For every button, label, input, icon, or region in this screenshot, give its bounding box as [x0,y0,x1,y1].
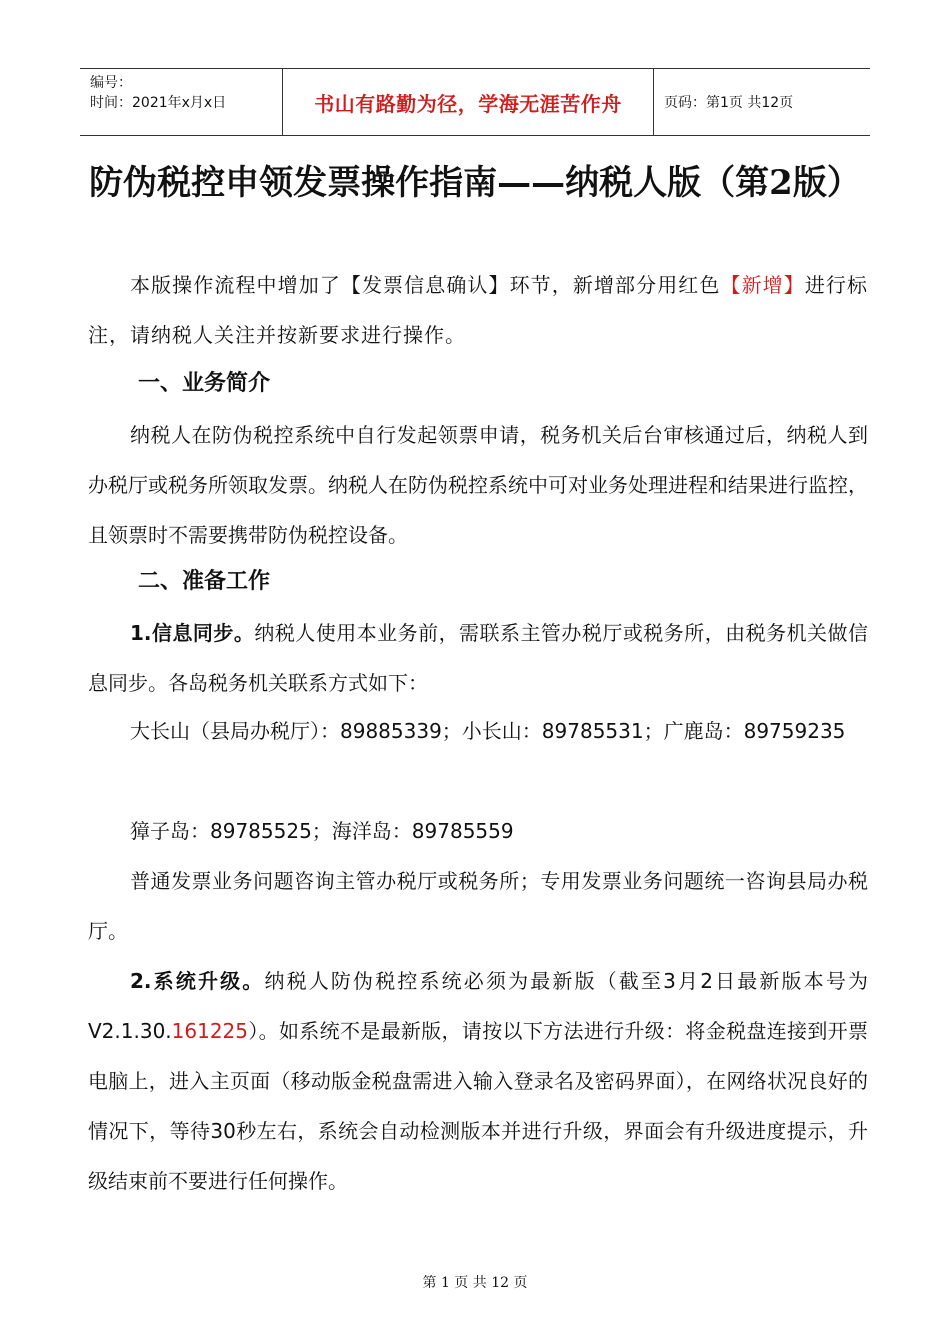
item2-paragraph [88,956,868,1206]
intro-text-2: 进行标注，请纳税人关注并按新要求进行操作。 [88,273,869,347]
item1-paragraph [88,608,868,708]
header-motto: 书山有路勤为径，学海无涯苦作舟 [314,91,622,116]
footer-page-number: 第 1 页 共 12 页 [422,1275,528,1291]
document-title: 防伪税控申领发票操作指南——纳税人版（第2版） [89,163,861,203]
intro-paragraph [88,260,868,360]
item1-text: 纳税人使用本业务前，需联系主管办税厅或税务所，由税务机关做信息同步。各岛税务机关联系方式如下： [88,621,869,695]
doc-time-label: 时间：2021年x月x日 [90,95,227,111]
header-page-info [654,69,870,135]
new-tag: 【新增】 [720,273,805,297]
doc-number-label: 编号： [90,75,132,91]
contacts-paragraph-1: 大长山（县局办税厅）：89885339；小长山：89785531；广鹿岛：89759235 [130,719,846,743]
item2-text-a: 纳税人防伪税控系统必须为最新版（截至3月2日最新版本号为V2.1.30. [88,969,869,1043]
section2-heading: 二、准备工作 [138,569,271,594]
item2-label: 2.系统升级。 [130,969,265,993]
section1-heading: 一、业务简介 [138,371,271,396]
page-header [80,68,870,136]
item1-label: 1.信息同步。 [130,621,255,645]
consult-paragraph: 普通发票业务问题咨询主管办税厅或税务所；专用发票业务问题统一咨询县局办税厅。 [88,869,868,943]
page-footer [0,1272,950,1292]
page-info-text: 页码：第1页 共12页 [664,95,794,111]
contacts-paragraph-2: 獐子岛：89785525；海洋岛：89785559 [130,819,514,843]
header-motto-cell [282,69,654,135]
section1-paragraph: 纳税人在防伪税控系统中自行发起领票申请，税务机关后台审核通过后，纳税人到办税厅或税务所领取发票。纳税人在防伪税控系统中可对业务处理进程和结果进行监控，且领票时不需要携带防伪税控设备。 [88,423,868,547]
item2-text-b: ）。如系统不是最新版，请按以下方法进行升级：将金税盘连接到开票电脑上，进入主页面（移动版金税盘需进入输入登录名及密码界面），在网络状况良好的情况下，等待30秒左右，系统会自动检测版本并进行升级，界面会有升级进度提示，升级结束前不要进行任何操作。 [88,1019,868,1193]
intro-text-1: 本版操作流程中增加了【发票信息确认】环节，新增部分用红色 [130,273,721,297]
version-number-red: 161225 [171,1019,249,1043]
header-meta [80,69,282,135]
